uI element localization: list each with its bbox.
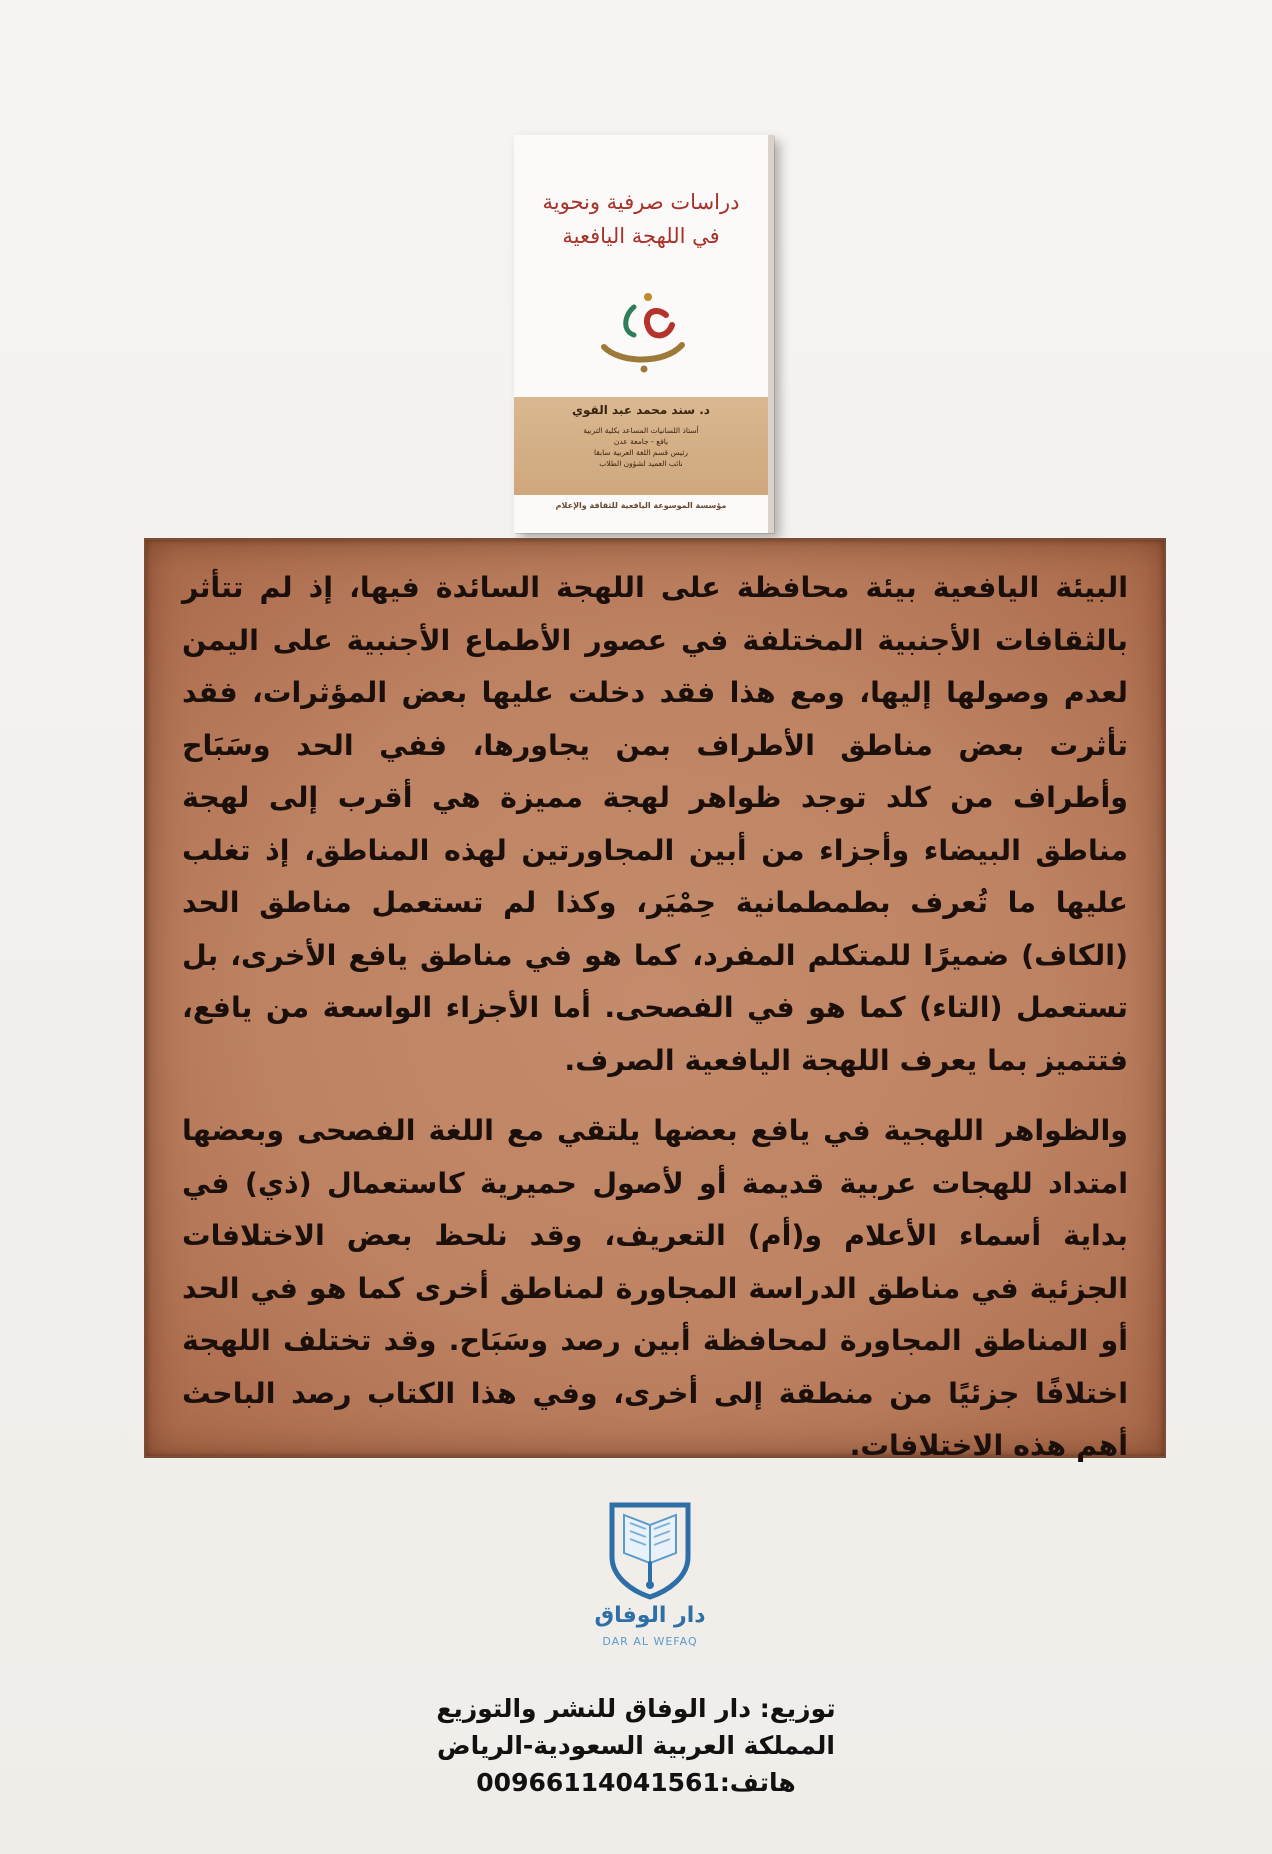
book-title xyxy=(524,185,758,253)
book-title-line1: دراسات صرفية ونحوية xyxy=(542,190,740,214)
book-title-line2: في اللهجة اليافعية xyxy=(562,224,720,248)
distribution-info xyxy=(336,1690,936,1801)
blurb-paragraph-2: والظواهر اللهجية في يافع بعضها يلتقي مع اللغة الفصحى وبعضها امتداد للهجات عربية قديمة أو لأصول حميرية كاستعمال (ذي) في بداية أسماء الأعلام و(أم) التعريف، وقد نلحظ بعض الاختلافات الجزئية في مناطق الدراسة المجاورة لمناطق أخرى كما هو في الحد أو المناطق المجاورة لمحافظة أبين رصد وسَبَاح. وقد تختلف اللهجة اختلافًا جزئيًا من منطقة إلى أخرى، وفي هذا الكتاب رصد الباحث أهم هذه الاختلافات. xyxy=(182,1114,1128,1462)
blurb-panel xyxy=(144,538,1166,1462)
distribution-line-1: توزيع: دار الوفاق للنشر والتوزيع xyxy=(436,1694,836,1723)
author-detail-line: أستاذ اللسانيات المساعد بكلية التربية xyxy=(583,426,699,435)
calligraphy-emblem xyxy=(594,285,694,375)
book-shield-icon xyxy=(590,1495,710,1600)
author-details xyxy=(534,425,748,469)
distribution-phone: هاتف:00966114041561 xyxy=(476,1768,796,1797)
publisher-name-ar: دار الوفاق xyxy=(594,1603,706,1628)
book-author: د. سند محمد عبد القوي xyxy=(572,403,710,417)
book-cover-thumbnail xyxy=(514,135,774,533)
blurb-paragraph-1: البيئة اليافعية بيئة محافظة على اللهجة السائدة فيها، إذ لم تتأثر بالثقافات الأجنبية المختلفة في عصور الأطماع الأجنبية على اليمن لعدم وصولها إليها، ومع هذا فقد دخلت عليها بعض المؤثرات، فقد تأثرت بعض مناطق الأطراف بمن يجاورها، ففي الحد وسَبَاح وأطراف من كلد توجد ظواهر لهجة مميزة هي أقرب إلى لهجة مناطق البيضاء وأجزاء من أبين المجاورتين لهذه المناطق، إذ تغلب عليها ما تُعرف بطمطمانية حِمْيَر، وكذا لم تستعمل مناطق الحد (الكاف) ضميرًا للمتكلم المفرد، كما هو في مناطق يافع الأخرى، بل تستعمل (التاء) كما هو في الفصحى. أما الأجزاء الواسعة من يافع، فتتميز بما يعرف اللهجة اليافعية الصرف. xyxy=(182,571,1128,1077)
publisher-logo xyxy=(590,1495,710,1670)
author-detail-line: رئيس قسم اللغة العربية سابقا xyxy=(593,448,689,457)
cover-publisher: مؤسسة الموسوعة اليافعية للثقافة والإعلام xyxy=(555,501,727,510)
distribution-line-2: المملكة العربية السعودية-الرياض xyxy=(436,1731,835,1760)
author-detail-line: يافع - جامعة عدن xyxy=(613,437,669,446)
author-detail-line: نائب العميد لشؤون الطلاب xyxy=(599,459,683,468)
publisher-name-en: DAR AL WEFAQ xyxy=(602,1635,698,1648)
